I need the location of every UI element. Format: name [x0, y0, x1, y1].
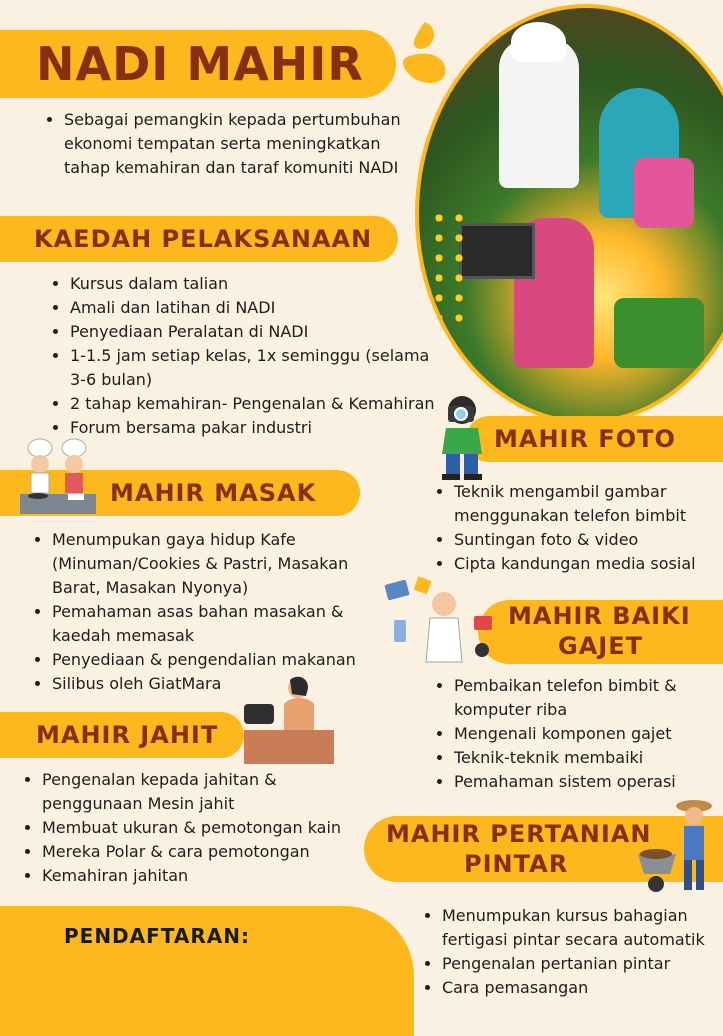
chefs-icon — [18, 438, 98, 518]
list-item: • Kursus dalam talian — [70, 272, 450, 296]
splash-icon — [395, 18, 453, 88]
photographer-icon — [432, 392, 492, 482]
tractor — [614, 298, 704, 368]
list-item: • Forum bersama pakar industri — [70, 416, 450, 440]
chef-hat — [511, 22, 566, 62]
kaedah-title: KAEDAH PELAKSANAAN — [34, 225, 373, 253]
list-item: • Teknik-teknik membaiki — [454, 746, 723, 770]
list-item: • Sebagai pemangkin kepada pertumbuhan ekonomi tempatan serta meningkatkan tahap kemahiran dan taraf komuniti NADI — [64, 108, 404, 180]
list-item: • Silibus oleh GiatMara — [52, 672, 392, 696]
pertanian-title-line1: MAHIR PERTANIAN — [386, 820, 652, 848]
jahit-list — [22, 768, 372, 888]
kaedah-list — [50, 272, 450, 440]
list-item: • Pemahaman sistem operasi — [454, 770, 723, 794]
list-item: • Suntingan foto & video — [454, 528, 723, 552]
list-item: • Amali dan latihan di NADI — [70, 296, 450, 320]
list-item: • Membuat ukuran & pemotongan kain — [42, 816, 372, 840]
gajet-title-line2: GAJET — [558, 632, 643, 660]
foto-list — [434, 480, 723, 576]
technician-icon — [382, 574, 494, 664]
pertanian-title-line2: PINTAR — [464, 850, 569, 878]
tailor-icon — [240, 674, 336, 766]
list-item: • Pengenalan pertanian pintar — [442, 952, 723, 976]
gajet-list — [434, 674, 723, 794]
gajet-title-line1: MAHIR BAIKI — [508, 602, 691, 630]
list-item: • Penyediaan & pengendalian makanan — [52, 648, 392, 672]
list-item: • Teknik mengambil gambar menggunakan telefon bimbit — [454, 480, 723, 528]
list-item: • Pengenalan kepada jahitan & penggunaan Mesin jahit — [42, 768, 372, 816]
list-item: • 2 tahap kemahiran- Pengenalan & Kemahiran — [70, 392, 450, 416]
monitor — [459, 223, 535, 279]
farmer-icon — [636, 796, 718, 900]
list-item: • Kemahiran jahitan — [42, 864, 372, 888]
pertanian-list — [422, 904, 723, 1000]
hero-collage-image — [415, 4, 723, 424]
list-item: • 1-1.5 jam setiap kelas, 1x seminggu (selama 3-6 bulan) — [70, 344, 450, 392]
list-item: • Mereka Polar & cara pemotongan — [42, 840, 372, 864]
list-item: • Menumpukan kursus bahagian fertigasi pintar secara automatik — [442, 904, 723, 952]
list-item: • Mengenali komponen gajet — [454, 722, 723, 746]
masak-title: MAHIR MASAK — [110, 479, 317, 507]
pendaftaran-label: PENDAFTARAN: — [64, 924, 250, 948]
list-item: • Pembaikan telefon bimbit & komputer riba — [454, 674, 723, 722]
list-item: • Penyediaan Peralatan di NADI — [70, 320, 450, 344]
nadi-mahir-title: NADI MAHIR — [36, 37, 364, 91]
list-item: • Menumpukan gaya hidup Kafe (Minuman/Cookies & Pastri, Masakan Barat, Masakan Nyonya) — [52, 528, 392, 600]
pink-cloth — [634, 158, 694, 228]
list-item: • Pemahaman asas bahan masakan & kaedah memasak — [52, 600, 392, 648]
list-item: • Cipta kandungan media sosial — [454, 552, 723, 576]
masak-list — [32, 528, 392, 696]
list-item: • Cara pemasangan — [442, 976, 723, 1000]
nadi-mahir-list — [44, 108, 404, 180]
jahit-title: MAHIR JAHIT — [36, 721, 219, 749]
foto-title: MAHIR FOTO — [494, 425, 676, 453]
